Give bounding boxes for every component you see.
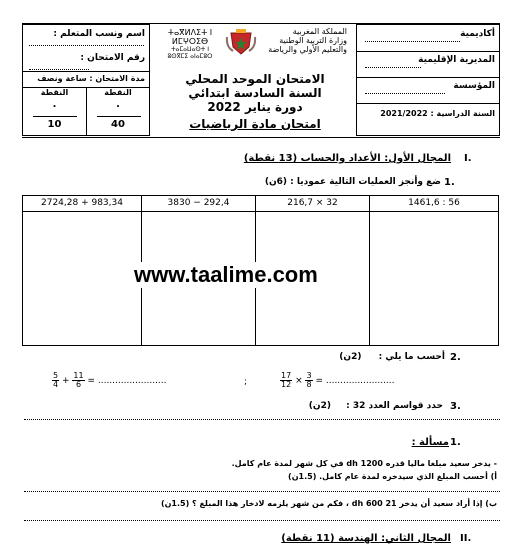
part-a-answer-line[interactable]: [24, 491, 500, 492]
ministry-block: المملكة المغربية وزارة التربية الوطنية والتعليم الأولي والرياضة: [268, 27, 347, 54]
exam-subject: امتحان مادة الرياضيات: [189, 117, 321, 131]
answer-cell-division[interactable]: [370, 212, 498, 344]
student-info-box: [22, 24, 150, 136]
section2-title: المجال الثاني: الهندسة (11 نقطة): [281, 533, 451, 544]
answer-line-a[interactable]: = ........................: [87, 376, 167, 386]
section2-numeral: II.: [460, 533, 472, 544]
problem-intro: - يدخر سعيد مبلغا ماليا قدره 1200 dh في كل شهر لمدة عام كامل.: [231, 459, 497, 468]
fraction-expression-b: $\frac{17}{12}$ × $\frac{3}{8}$ = ........................: [281, 371, 395, 389]
q3-text: حدد قواسم العدد 32 : (2ن): [308, 401, 443, 411]
directorate-label: المديرية الإقليمية: [418, 55, 495, 65]
academy-label: أكاديمية: [460, 29, 495, 39]
operation-subtraction: 3830 − 292,4: [167, 198, 230, 208]
school-info-box: [356, 24, 500, 136]
score-value-40[interactable]: .: [116, 99, 120, 110]
tifinagh-top: ⵜⴰⴳⵍⴷⵉⵜ ⵏ ⵍⵎⵖⵔⵉⴱ: [167, 28, 213, 46]
exam-session: دورة يناير 2022: [207, 100, 303, 114]
school-label: المؤسسة: [453, 81, 495, 91]
q3-num: 3.: [450, 401, 461, 412]
operation-division: 1461,6 : 56: [408, 198, 460, 208]
exam-number-line[interactable]: [29, 69, 89, 70]
section1-numeral: I.: [464, 153, 472, 164]
q1-num: 1.: [444, 177, 455, 188]
exam-level: السنة السادسة ابتدائي: [188, 86, 322, 100]
problem-title: مسألة :: [411, 437, 449, 448]
score-total-40: 40: [111, 119, 125, 130]
duration-label: مدة الامتحان : ساعة ونصف: [37, 74, 145, 83]
fraction-expression-a: $\frac{5}{4}$ + $\frac{11}{6}$ = ........................: [53, 371, 167, 389]
problem-num: 1.: [450, 437, 461, 448]
score-label-right: النقطة: [40, 88, 69, 97]
watermark-link[interactable]: www.taalime.com: [130, 262, 322, 288]
part-b-answer-line[interactable]: [24, 520, 500, 521]
problem-part-a: أ) أحسب المبلغ الذي سيدخره لمدة عام كامل. (1.5ن): [288, 472, 497, 481]
operation-addition: 2724,28 + 983,34: [41, 198, 123, 208]
fraction-separator: ;: [244, 377, 248, 387]
tifinagh-bottom: ⵜⴰⵎⴰⵡⴰⵙⵜ ⵏ ⵓⵙⴳⵎⵉ ⴰⵏⴰⵎⵓⵔ: [167, 46, 213, 60]
q2-num: 2.: [450, 352, 461, 363]
exam-title: الامتحان الموحد المحلي: [185, 72, 325, 86]
answer-cell-addition[interactable]: [26, 212, 141, 344]
problem-part-b: ب) إذا أراد سعيد أن يدخر 21 600 dh ، فكم من شهر يلزمه لادخار هذا المبلغ ؟ (1.5ن): [160, 499, 497, 508]
coat-of-arms-icon: [225, 27, 257, 57]
score-label-left: النقطة: [104, 88, 132, 97]
exam-number-label: رقم الامتحان :: [80, 53, 145, 63]
answer-line-b[interactable]: = ........................: [315, 376, 395, 386]
q1-text: ضع وأنجز العمليات التالية عموديا : (6ن): [264, 177, 441, 187]
q3-answer-line[interactable]: [24, 419, 500, 420]
exam-heading: [155, 72, 355, 114]
school-year: السنة الدراسية : 2021/2022: [380, 109, 495, 118]
academy-line[interactable]: [365, 41, 460, 42]
student-name-label: اسم ونسب المتعلم :: [53, 29, 145, 39]
score-value-10[interactable]: .: [52, 99, 57, 110]
section1-title: المجال الأول: الأعداد والحساب (13 نقطة): [243, 153, 451, 164]
score-total-10: 10: [47, 119, 62, 130]
directorate-line[interactable]: [365, 67, 421, 68]
student-name-line[interactable]: [29, 45, 144, 46]
school-line[interactable]: [365, 93, 445, 94]
q2-text: أحسب ما يلي : (2ن): [339, 352, 445, 362]
operation-multiplication: 216,7 × 32: [287, 198, 338, 208]
